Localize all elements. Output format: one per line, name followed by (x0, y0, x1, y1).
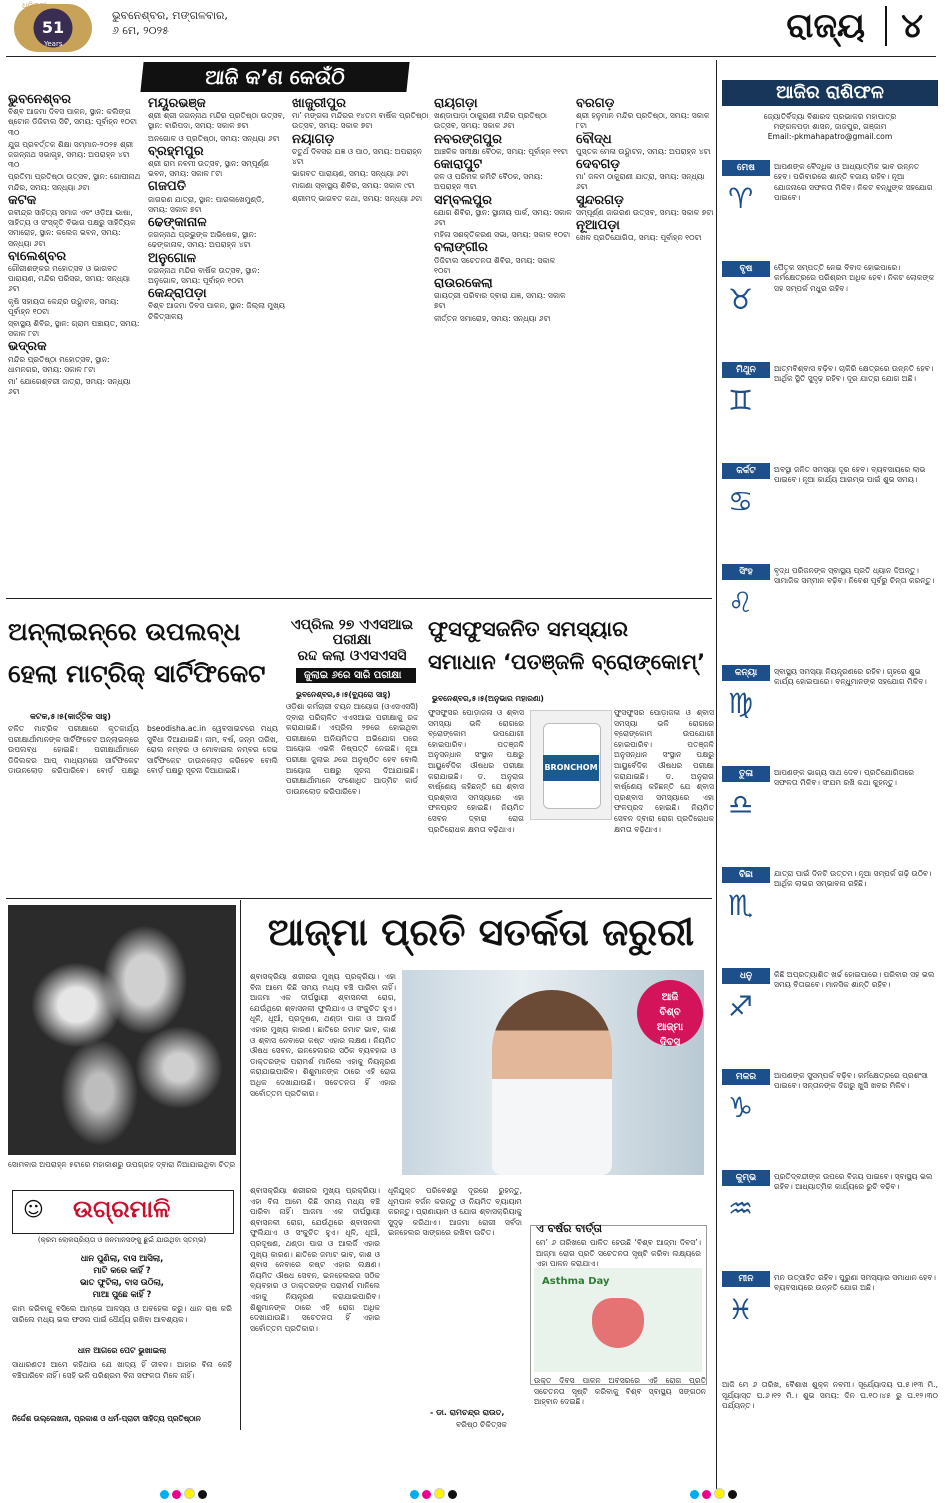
event-item: ଅନଗୋଳ ଓ ପ୍ରତିଷ୍ଠା, ସମୟ: ସନ୍ଧ୍ୟା ୬ଟା (148, 133, 280, 143)
zodiac-icon: ♈ (728, 182, 754, 215)
horoscope-title: ଆଜିର ରାଶିଫଳ (722, 80, 938, 106)
oas-dateline: ଭୁବନେଶ୍ବର,୫।୫(ବ୍ୟୁରୋ ସାହୁ) (296, 690, 391, 699)
event-item: କୃଷି ସହାୟତା କେନ୍ଦ୍ର ଉଦ୍ଘାଟନ, ସମୟ: ପୂର୍ବାହ୍ନ ୧୦ଟା (8, 296, 119, 316)
sign-label: ବୃଷ (722, 261, 770, 277)
bronchom-headline-line1: ଫୁସଫୁସଜନିତ ସମସ୍ୟାର (428, 617, 629, 641)
section-title: ରାଜ୍ୟ (786, 6, 865, 46)
horoscope-sign (722, 867, 938, 964)
sign-label: ମେଷ (722, 160, 770, 176)
event-item: ଶ୍ରୀମଦ୍ ଭାଗବତ କଥା, ସମୟ: ସନ୍ଧ୍ୟା ୬ଟା (292, 193, 423, 203)
logo-years: 51 (41, 18, 65, 37)
oas-headline (286, 618, 418, 664)
district-heading: ଭୁବନେଶ୍ବର (8, 92, 71, 107)
district-heading: ଖାଜୁରୀପୁର (292, 96, 346, 111)
horoscope-sign (722, 160, 938, 257)
event-item: ବିଶ୍ବ ଆଜମା ଦିବସ ପାଳନ, ସ୍ଥାନ: ଜିଲ୍ଲା ମୁଖ୍ୟ ଚିକିତ୍ସାଳୟ (148, 301, 285, 321)
event-item: ଶ୍ରୀ ରାମ ନବମୀ ଉତ୍ସବ, ସ୍ଥାନ: ସମ୍ପୂର୍ଣ୍ଣ ଭବନ, ସମୟ: ସକାଳ ୮ଟା (148, 159, 270, 179)
panjika: ଆଜି ମେ ୬ ତାରିଖ, ବୈଶାଖ ଶୁକ୍ଳ ନବମୀ। ସୂର୍ଯ୍ୟୋଦୟ ଘ.୫।୧୩ ମି., ସୂର୍ଯ୍ୟାସ୍ତ ଘ.୬।୧୨ ମି.। ଶୁଭ ସମୟ: ଦିନ ଘ.୧୦।୪୫ ରୁ ଘ.୧୨।୩୦ ପର୍ଯ୍ୟନ୍ତ। (722, 1380, 938, 1411)
district-heading: କୋରାପୁଟ (434, 157, 483, 173)
ugramali-subhead: ଧାନ ଆଗରେ ପେଟ ଭୁଖାଇଲା (77, 1346, 167, 1355)
bronchom-body-right: ଫୁସଫୁସର ପୋଡ଼ାଜଳା ଓ ଶ୍ବାସ ସମସ୍ୟା ଭଳି ରୋଗରେ ବ୍ରୋଙ୍କୋମ ଉପଯୋଗୀ ହୋଇପାରିବ। ପତଞ୍ଜଳି ଅନୁସନ୍ଧାନ ସଂସ୍ଥାନ ପକ୍ଷରୁ ଆୟୁର୍ବେଦିକ ଔଷଧର ପରୀକ୍ଷା କରାଯାଇଛି। ଡ. ଅନୁରାଗ ବାର୍ଷ୍ଣେୟ କହିଛନ୍ତି ଯେ ଶ୍ବାସ ପ୍ରଶ୍ବାସ ସମସ୍ୟାରେ ଏହା ଫଳପ୍ରଦ ହୋଇଛି। ନିୟମିତ ସେବନ ଦ୍ବାରା ରୋଗ ପ୍ରତିରୋଧକ କ୍ଷମତା ବଢ଼ିଥାଏ। (614, 708, 714, 834)
registration-marks (690, 1484, 740, 1503)
weather-caption: ସୋମବାର ଅପରାହ୍ନ ୫ଟାରେ ମହାକାଶରୁ ଉପଗ୍ରହ ଦ୍ବାରା ନିଆଯାଇଥିବା ଚିତ୍ର (8, 1160, 236, 1169)
asthma-author: - ଡା. ରାମଚନ୍ଦ୍ର ରାଉତ, (430, 1408, 505, 1417)
zodiac-icon: ♏ (728, 889, 754, 922)
poem-line: ଭାତ ଫୁଟିଲା, ବାସ ଉଠିଲା, (80, 1277, 164, 1287)
zodiac-icon: ♌ (728, 586, 754, 619)
ugramali-title: ଉଗ୍ରମାଳି (73, 1195, 171, 1223)
sign-label: କନ୍ୟା (722, 665, 770, 681)
bronchom-headline (428, 618, 714, 674)
oas-headline-line1: ଏପ୍ରିଲ ୨୭ ଏଏସଆଇ ପରୀକ୍ଷା (290, 617, 414, 649)
event-item: ଜାଗରଣ ଯାତ୍ରା, ସ୍ଥାନ: ପାରଳାଖେମୁଣ୍ଡି, ସମୟ: ସକାଳ ୭ଟା (148, 194, 265, 214)
zodiac-icon: ♒ (728, 1192, 754, 1225)
ugramali-body: କାମ କରିବାକୁ ବସିଲେ ଆମ୍ଭେ ଆଳସ୍ୟ ଓ ଅବହେଳା କରୁ। ଧାନ ଚାଷ କରି ସାରିଲେ ମଧ୍ୟ ଭଲ ଫସଲ ପାଇଁ ଧୈର୍ଯ୍ୟ ରଖିବା ଆବଶ୍ୟକ। (12, 1304, 232, 1324)
dateline-date: ୬ ମେ, ୨୦୨୫ (112, 24, 169, 37)
asthma-day-illustration (534, 1268, 702, 1372)
sign-label: ସିଂହ (722, 564, 770, 580)
district-heading: ନୂଆପଡ଼ା (576, 218, 620, 234)
event-item: ଖଣ୍ଡାପାଡ଼ା ଠାକୁରାଣୀ ମନ୍ଦିର ପ୍ରତିଷ୍ଠା ଉତ୍ସବ, ସମୟ: ସକାଳ ୬ଟା (434, 111, 548, 131)
horoscope-sign (722, 1170, 938, 1267)
event-item: ଡିଜିଟାଲ ସଚେତନତା ଶିବିର, ସମୟ: ସକାଳ ୧୦ଟା (434, 255, 556, 275)
sign-label: ମକର (722, 1069, 770, 1085)
sign-label: ତୁଳା (722, 766, 770, 782)
district-heading: ନବରଙ୍ଗପୁର (434, 131, 503, 147)
district-heading: ବୌଦ୍ଧ (576, 131, 612, 147)
dateline-place: ଭୁବନେଶ୍ବର, ମଙ୍ଗଳବାର, (112, 9, 228, 22)
event-item: ଚତୁର୍ଥ ଦିବସର ଯଜ୍ଞ ଓ ପାଠ, ସମୟ: ଅପରାହ୍ନ ୪ଟା (292, 146, 423, 167)
event-item: ଜଗନ୍ନାଥ ମନ୍ଦିର ବାର୍ଷିକ ଉତ୍ସବ, ସ୍ଥାନ: ଅନୁଗୋଳ, ସମୟ: ପୂର୍ବାହ୍ନ ୧୦ଟା (148, 265, 260, 286)
yellow-dot (714, 1488, 725, 1499)
sign-prediction: ଆପଣଙ୍କ ବୈଦ୍ଧିକ ଓ ଆଧ୍ୟାତ୍ମିକ ଭାବ ଉନ୍ନତ ହେବ। ପରିବାରରେ ଶାନ୍ତି ବଜାୟ ରହିବ। ନୂଆ ଯୋଜନାରେ ସଫଳତା ମିଳିବ। ନିକଟ ବନ୍ଧୁଙ୍କ ସହଯୋଗ ପାଇବେ। (774, 162, 933, 203)
bronchom-dateline: ଭୁବନେଶ୍ବର,୫।୫(ଅନୁଭାର ମହାରଣା) (432, 694, 544, 703)
dateline (112, 8, 228, 38)
world-asthma-day-badge (637, 980, 703, 1046)
badge-line: ଆଜ୍‌ମା (656, 1022, 684, 1033)
events-column-2 (148, 96, 286, 594)
ugramali-poem (12, 1252, 232, 1300)
district-heading: ସୁନ୍ଦରଗଡ଼ (576, 192, 624, 208)
event-item: ଯୁଗ ପ୍ରବର୍ତ୍ତକ ଶିକ୍ଷା ସମ୍ମାନ-୨୦୨୫ ଶ୍ରୀ ଜଗନ୍ନାଥ ସଭାଗୃହ, ସମୟ: ଅପରାହ୍ନ ୪ଟା ୩୦ (8, 139, 134, 170)
district-heading: ବରଗଡ଼ (576, 96, 615, 111)
events-column-5 (576, 96, 714, 594)
asthma-body-col3: ଧୂଳିଯୁକ୍ତ ପରିବେଶରୁ ଦୂରରେ ରୁହନ୍ତୁ, ଧୂମପାନ ବର୍ଜନ କରନ୍ତୁ ଓ ନିୟମିତ ବ୍ୟାୟାମ କରନ୍ତୁ। ପ୍ରାଣାୟାମ ଓ ଯୋଗ ଶ୍ବାସକ୍ରିୟାକୁ ସୁଦୃଢ଼ କରିଥାଏ। ଆଜମା ରୋଗୀ ସର୍ବଦା ଇନହେଲର ସାଙ୍ଗରେ ରଖିବା ଉଚିତ। (388, 1186, 522, 1238)
page-number: ୪ (885, 6, 923, 46)
district-heading: ରାଉରକେଲା (434, 276, 493, 292)
ugramali-footer: ନିର୍ଦ୍ଦେଶ ଉଲ୍ଲେଖନୀ, ପ୍ରକାଶ ଓ ଧର୍ମ-ପ୍ରାଚୀ ସାହିତ୍ୟ ପ୍ରତିଷ୍ଠାନ (12, 1414, 201, 1423)
sign-label: ଧନୁ (722, 968, 770, 984)
oas-body: ଓଡ଼ିଶା କର୍ମଚାରୀ ଚୟନ ଆୟୋଗ (ଓଏସଏସସି) ଦ୍ବାରା ପରିଚାଳିତ ଏଏସଆଇ ପରୀକ୍ଷାକୁ ରଦ୍ଦ କରାଯାଇଛି। ଏପ୍ରିଲ ୨୭ରେ ହୋଇଥିବା ପରୀକ୍ଷାରେ ଅନିୟମିତତା ଅଭିଯୋଗ ପରେ ଆୟୋଗ ଏଭଳି ନିଷ୍ପତ୍ତି ନେଇଛି। ନୂଆ ପରୀକ୍ଷା ଜୁଲାଇ ୬ରେ ଅନୁଷ୍ଠିତ ହେବ ବୋଲି ଆୟୋଗ ପକ୍ଷରୁ ସୂଚନା ଦିଆଯାଇଛି। ପରୀକ୍ଷାର୍ଥୀମାନେ ସଂଶୋଧିତ ଆଡ୍‌ମିଟ କାର୍ଡ ଡାଉନଲୋଡ଼ କରିପାରିବେ। (286, 702, 418, 796)
event-item: ଭାଗବତ ପାରାୟଣ, ସମୟ: ସନ୍ଧ୍ୟା ୬ଟା (292, 169, 409, 179)
zodiac-icon: ♉ (728, 283, 754, 316)
events-bottom-rule (6, 598, 712, 599)
astrologer-email: Email:-pkmahapatro@gmail.com (767, 132, 893, 141)
district-heading: ବ୍ରହ୍ମପୁର (148, 143, 204, 159)
district-heading: କଟକ (8, 192, 37, 208)
badge-line: ଦିବସ (659, 1037, 681, 1048)
event-item: ପ୍ରତିମା ପ୍ରତିଷ୍ଠା ଉତ୍ସବ, ସ୍ଥାନ: ଗୋପୀନାଥ ମନ୍ଦିର, ସମୟ: ସନ୍ଧ୍ୟା ୬ଟା (8, 172, 141, 192)
horoscope-sign (722, 968, 938, 1065)
zodiac-icon: ♎ (728, 788, 754, 821)
matric-body: ଚଳିତ ମାଟ୍ରିକ ପରୀକ୍ଷାରେ କୃତକାର୍ଯ୍ୟ ପରୀକ୍ଷାର୍ଥୀମାନଙ୍କ ସାର୍ଟିଫିକେଟ ଅନ୍‌ଲାଇନ୍‌ରେ ଉପଲବ୍ଧ ହୋଇଛି। ପରୀକ୍ଷାର୍ଥୀମାନେ ଡିଜିଲକର ଆପ୍ ମାଧ୍ୟମରେ ସାର୍ଟିଫିକେଟ ଡାଉନଲୋଡ଼ କରିପାରିବେ। ବୋର୍ଡ଼ ପକ୍ଷରୁ bseodisha.ac.in ୱେବସାଇଟରେ ମଧ୍ୟ ସୁବିଧା ଦିଆଯାଇଛି। ନାମ, ବର୍ଷ, ଜନ୍ମ ତାରିଖ, ରୋଲ ନମ୍ବର ଓ ମୋବାଇଲ ନମ୍ବର ଦେଇ ସାର୍ଟିଫିକେଟ ଡାଉନଲୋଡ଼ କରିହେବ ବୋଲି ବୋର୍ଡ଼ ପକ୍ଷରୁ ସୂଚନା ଦିଆଯାଇଛି। (8, 724, 278, 776)
sign-label: ମୀନ (722, 1271, 770, 1287)
district-heading: ଢେଙ୍କାନାଳ (148, 215, 207, 231)
poem-line: ଧାନ ପୁଣିଲା, ବାସ ଆସିଲା, (80, 1253, 164, 1263)
asthma-day-label: Asthma Day (542, 1276, 610, 1287)
zodiac-icon: ♐ (728, 990, 754, 1023)
event-item: ରବୀନ୍ଦ୍ର ସାହିତ୍ୟ ସମାଜ ଏବଂ ଓଡ଼ିଆ ଭାଷା, ସାହିତ୍ୟ ଓ ସଂସ୍କୃତି ବିଭାଗ ପକ୍ଷରୁ ସାହିତ୍ୟିକ ସମାରୋହ, ସ୍ଥାନ: କଲେଜ ଭବନ, ସମୟ: ସନ୍ଧ୍ୟା ୬ଟା (8, 208, 136, 248)
horoscope-meta (722, 112, 938, 142)
today-events-banner: ଆଜି କ’ଣ କେଉଁଠି (140, 62, 409, 92)
events-column-4 (434, 96, 572, 594)
stories-bottom-rule (6, 898, 712, 899)
satellite-weather-image (8, 905, 236, 1155)
column-divider-2 (240, 900, 241, 1430)
district-heading: ରାୟଗଡ଼ା (434, 96, 478, 111)
sign-prediction: ପ୍ରତିଦ୍ବନ୍ଦୀଙ୍କ ଉପରେ ବିଜୟ ପାଇବେ। ସ୍ବାସ୍ଥ୍ୟ ଭଲ ରହିବ। ଆଧ୍ୟାତ୍ମିକ କାର୍ଯ୍ୟରେ ରୁଚି ବଢ଼ିବ। (774, 1172, 933, 1192)
bronchom-product-image (530, 710, 612, 820)
sign-label: କର୍କଟ (722, 463, 770, 479)
event-item: ଶ୍ରୀ ହନୁମାନ ମନ୍ଦିର ପ୍ରତିଷ୍ଠା, ସମୟ: ସକାଳ ୮ଟା (576, 111, 710, 131)
horoscope-sign (722, 665, 938, 762)
registration-marks (160, 1484, 210, 1503)
event-item: ସ୍ବାସ୍ଥ୍ୟ ଶିବିର, ସ୍ଥାନ: ଗ୍ରାମ ପଞ୍ଚାୟତ, ସମୟ: ସକାଳ ୮ଟା (8, 319, 140, 339)
horoscope-sign (722, 261, 938, 358)
man-figure (492, 990, 612, 1175)
zodiac-icon: ♓ (728, 1293, 754, 1326)
event-item: ଜଗନ୍ନାଥ ପ୍ରଭୁଙ୍କ ଅଭିଷେକ, ସ୍ଥାନ: ଢେଙ୍କାନାଳ, ସମୟ: ଅପରାହ୍ନ ୪ଟା (148, 230, 257, 250)
oas-headline-line2: ରଦ୍ଦ କଲା ଓଏସଏସସି (297, 647, 407, 664)
poem-line: ମାଟି କରେ କାହିଁ ? (93, 1265, 151, 1275)
asthma-headline: ଆଜ୍‌ମା ପ୍ରତି ସତର୍କତା ଜରୁରୀ (267, 910, 695, 954)
horoscope-sign (722, 1271, 938, 1368)
product-label: BRONCHOM (543, 755, 599, 781)
ugramali-header (12, 1190, 234, 1234)
matric-dateline: କଟକ,୫।୫(କାର୍ତ୍ତିକ ସାହୁ) (30, 712, 111, 721)
event-item: ମା’ ଜଳମ ଠାକୁରାଣୀ ଯାତ୍ରା, ସମୟ: ସନ୍ଧ୍ୟା ୬ଟା (576, 172, 705, 192)
district-heading: ବଲାଙ୍ଗୀର (434, 240, 488, 256)
zodiac-icon: ♑ (728, 1091, 754, 1124)
horoscope-sign (722, 564, 938, 661)
ugramali-body2: ସାଧାରଣତଃ ଆମେ କହିଥାଉ ଯେ ଖାଦ୍ୟ ହିଁ ଜୀବନ। ଆହାର ବିନା କେହି ବଞ୍ଚିପାରିବେ ନାହିଁ। ସେହି ଭଳି ପରିଶ୍ରମ ବିନା ସଫଳତା ମିଳେ ନାହିଁ। (12, 1360, 232, 1380)
district-heading: ଦେବଗଡ଼ (576, 157, 620, 173)
logo-sub: Years (44, 40, 63, 48)
asthma-author-designation: ବରିଷ୍ଠ ଚିକିତ୍ସକ (456, 1420, 508, 1429)
district-heading: ଗଜପତି (148, 179, 186, 195)
sign-prediction: ଆପଣଙ୍କ ସୁସମ୍ପର୍କ ବଢ଼ିବ। କର୍ମକ୍ଷେତ୍ରରେ ପ୍ରଶଂସା ପାଇବେ। ସନ୍ତାନଙ୍କ ଦିଗରୁ ଖୁସି ଖବର ମିଳିବ। (774, 1071, 928, 1091)
horoscope-sign (722, 1069, 938, 1166)
district-heading: ନୟାଗଡ଼ (292, 131, 335, 147)
sign-prediction: କିଛି ଅପ୍ରତ୍ୟାଶିତ ଖର୍ଚ୍ଚ ହୋଇପାରେ। ପରିବାର ସହ ଭଲ ସମୟ ବିତାଇବେ। ମାନସିକ ଶାନ୍ତି ରହିବ। (774, 970, 935, 990)
sign-prediction: ମନ ଉତ୍ସାହିତ ରହିବ। ପୁରୁଣା ସମସ୍ୟାର ସମାଧାନ ହେବ। ବ୍ୟବସାୟରେ ଉନ୍ନତି ଯୋଗ ଅଛି। (774, 1273, 936, 1293)
event-item: ମା’ ମଙ୍ଗଳା ମନ୍ଦିରର ୧୪ତମ ବାର୍ଷିକ ପ୍ରତିଷ୍ଠା ଉତ୍ସବ, ସମୟ: ସକାଳ ୭ଟା (292, 111, 429, 131)
asthma-body-col2: ଶ୍ବାସକ୍ରିୟା ଶରୀରର ମୁଖ୍ୟ ପ୍ରକ୍ରିୟା। ଏହା ବିନା ଆମେ କିଛି ସମୟ ମଧ୍ୟ ବଞ୍ଚି ପାରିବା ନାହିଁ। ଆଜମା ଏକ ଦୀର୍ଘସ୍ଥାୟୀ ଶ୍ବାସନଳୀ ରୋଗ, ଯେଉଁଥିରେ ଶ୍ବାସନଳୀ ଫୁଲିଯାଏ ଓ ସଂକୁଚିତ ହୁଏ। ଧୂଳି, ଧୂଆଁ, ପ୍ରଦୂଷଣ, ଥଣ୍ଡା ପାଗ ଓ ଆଲର୍ଜି ଏହାର ମୁଖ୍ୟ କାରଣ। ଛାତିରେ ଜମାଟ ଭାବ, କାଶ ଓ ଶ୍ବାସ ନେବାରେ କଷ୍ଟ ଏହାର ଲକ୍ଷଣ। ନିୟମିତ ଔଷଧ ସେବନ, ଇନହେଲରର ସଠିକ ବ୍ୟବହାର ଓ ଡାକ୍ତରଙ୍କ ପରାମର୍ଶ ମାନିଲେ ଏହାକୁ ନିୟନ୍ତ୍ରଣ କରାଯାଇପାରିବ। ଶିଶୁମାନଙ୍କ ଠାରେ ଏହି ରୋଗ ଅଧିକ ଦେଖାଯାଉଛି। ସଚେତନତା ହିଁ ଏହାର ସର୍ବୋତ୍ତମ ପ୍ରତିକାର। (250, 1186, 380, 1333)
event-item: ସମ୍ପୂର୍ଣ୍ଣ ଜାଗରଣ ଉତ୍ସବ, ସମୟ: ସକାଳ ୭ଟା (576, 207, 714, 217)
event-item: ମା’ ଯୋଗେଶ୍ବରୀ ଜାତ୍ରା, ସମୟ: ସନ୍ଧ୍ୟା ୬ଟା (8, 377, 131, 397)
badge-line: ଆଜି (661, 992, 679, 1003)
event-item: ଖେଳ ପ୍ରତିଯୋଗିତା, ସମୟ: ପୂର୍ବାହ୍ନ ୧୦ଟା (576, 233, 702, 243)
matric-headline-line2: ହେଲା ମାଟ୍ରିକ୍ ସାର୍ଟିଫିକେଟ (8, 658, 266, 688)
asthma-box-title: ଏ ବର୍ଷର ବାର୍ତ୍ତା (536, 1222, 602, 1235)
event-item: ଗୌରୀଶଙ୍କର ମହୋତ୍ସବ ଓ ଭାଗବତ ପାରାୟଣ, ମନ୍ଦିର ପରିସର, ସମୟ: ସନ୍ଧ୍ୟା ୬ଟା (8, 264, 131, 294)
event-item: ଯୋଗ ଶିବିର, ସ୍ଥାନ: ସ୍ଥାନୀୟ ପାର୍କ, ସମୟ: ସକାଳ ୬ଟା (434, 207, 572, 228)
bronchom-body-left: ଫୁସଫୁସର ପୋଡ଼ାଜଳା ଓ ଶ୍ବାସ ସମସ୍ୟା ଭଳି ରୋଗରେ ବ୍ରୋଙ୍କୋମ ଉପଯୋଗୀ ହୋଇପାରିବ। ପତଞ୍ଜଳି ଅନୁସନ୍ଧାନ ସଂସ୍ଥାନ ପକ୍ଷରୁ ଆୟୁର୍ବେଦିକ ଔଷଧର ପରୀକ୍ଷା କରାଯାଇଛି। ଡ. ଅନୁରାଗ ବାର୍ଷ୍ଣେୟ କହିଛନ୍ତି ଯେ ଶ୍ବାସ ପ୍ରଶ୍ବାସ ସମସ୍ୟାରେ ଏହା ଫଳପ୍ରଦ ହୋଇଛି। ନିୟମିତ ସେବନ ଦ୍ବାରା ରୋଗ ପ୍ରତିରୋଧକ କ୍ଷମତା ବଢ଼ିଥାଏ। (428, 708, 524, 834)
event-item: ପୁସ୍ତକ ମେଳା ଉଦ୍ଘାଟନ, ସମୟ: ଅପରାହ୍ନ ୪ଟା (576, 146, 711, 156)
lungs-icon (592, 1298, 644, 1348)
sign-prediction: ଆପଣଙ୍କ ଭାଗ୍ୟ ସାଥ ଦେବ। ପ୍ରତିଯୋଗିତାରେ ସଫଳତା ମିଳିବ। ସଂଯମ ରଖି କଥା କୁହନ୍ତୁ। (774, 768, 915, 788)
astrologer-address: ମଙ୍ଗଳପଡ଼ା ଶାସନ, ଜାଜପୁର, ଗଞ୍ଜାମ (773, 122, 887, 131)
bronchom-headline-line2: ସମାଧାନ ‘ପତଞ୍ଜଳି ବ୍ରୋଙ୍କୋମ୍’ (428, 650, 706, 675)
yellow-dot (434, 1488, 445, 1499)
sign-prediction: ସ୍ବାସ୍ଥ୍ୟ ସମସ୍ୟା ନିୟନ୍ତ୍ରଣରେ ରହିବ। ଗୃହରେ ଶୁଭ କାର୍ଯ୍ୟ ହୋଇପାରେ। ବନ୍ଧୁମାନଙ୍କ ସହଯୋଗ ମିଳିବ। (774, 667, 927, 687)
district-heading: କେନ୍ଦ୍ରାପଡ଼ା (148, 286, 207, 302)
cartoon-face-icon: ☺ (23, 1197, 44, 1221)
event-item: ମାଗଣା ସ୍ବାସ୍ଥ୍ୟ ଶିବିର, ସମୟ: ସକାଳ ୯ଟା (292, 181, 415, 191)
zodiac-icon: ♋ (728, 485, 754, 518)
event-item: ଶ୍ରୀ ଶ୍ରୀ ଜଗନ୍ନାଥ ମନ୍ଦିର ପ୍ରତିଷ୍ଠା ଉତ୍ସବ, ସ୍ଥାନ: ବାରିପଦା, ସମୟ: ସକାଳ ୭ଟା (148, 111, 285, 131)
horoscope-sign (722, 362, 938, 459)
matric-headline-line1: ଅନ୍‌ଲାଇନ୍‌ରେ ଉପଲବ୍ଧ (8, 617, 241, 646)
events-column-3 (292, 96, 430, 594)
zodiac-icon: ♍ (728, 687, 754, 720)
event-item: କୀର୍ତ୍ତନ ସମାରୋହ, ସମୟ: ସନ୍ଧ୍ୟା ୬ଟା (434, 313, 551, 323)
sign-prediction: ଆତ୍ମବିଶ୍ବାସ ବଢ଼ିବ। ଚାକିରି କ୍ଷେତ୍ରରେ ଉନ୍ନତି ହେବ। ଆର୍ଥିକ ସ୍ଥିତି ସୁଦୃଢ଼ ରହିବ। ଦୂର ଯାତ୍ରା ଯୋଗ ଅଛି। (774, 364, 934, 384)
ugramali-subtitle: (କ୍ରମ ଲୋକପ୍ରିୟତା ଓ ଜନମାନସଙ୍କୁ ଛୁଇଁ ଯାଉଥିବା ସ୍ତମ୍ଭ) (37, 1236, 207, 1244)
horoscope-sign (722, 766, 938, 863)
district-heading: ମୟୂରଭଞ୍ଜ (148, 96, 206, 111)
asthma-body-col1: ଶ୍ବାସକ୍ରିୟା ଶରୀରର ମୁଖ୍ୟ ପ୍ରକ୍ରିୟା। ଏହା ବିନା ଆମେ କିଛି ସମୟ ମଧ୍ୟ ବଞ୍ଚି ପାରିବା ନାହିଁ। ଆଜମା ଏକ ଦୀର୍ଘସ୍ଥାୟୀ ଶ୍ବାସନଳୀ ରୋଗ, ଯେଉଁଥିରେ ଶ୍ବାସନଳୀ ଫୁଲିଯାଏ ଓ ସଂକୁଚିତ ହୁଏ। ଧୂଳି, ଧୂଆଁ, ପ୍ରଦୂଷଣ, ଥଣ୍ଡା ପାଗ ଓ ଆଲର୍ଜି ଏହାର ମୁଖ୍ୟ କାରଣ। ଛାତିରେ ଜମାଟ ଭାବ, କାଶ ଓ ଶ୍ବାସ ନେବାରେ କଷ୍ଟ ଏହାର ଲକ୍ଷଣ। ନିୟମିତ ଔଷଧ ସେବନ, ଇନହେଲରର ସଠିକ ବ୍ୟବହାର ଓ ଡାକ୍ତରଙ୍କ ପରାମର୍ଶ ମାନିଲେ ଏହାକୁ ନିୟନ୍ତ୍ରଣ କରାଯାଇପାରିବ। ଶିଶୁମାନଙ୍କ ଠାରେ ଏହି ରୋଗ ଅଧିକ ଦେଖାଯାଉଛି। ସଚେତନତା ହିଁ ଏହାର ସର୍ବୋତ୍ତମ ପ୍ରତିକାର। (250, 972, 396, 1098)
sign-label: ମିଥୁନ (722, 362, 770, 378)
astrologer-name: ଜ୍ୟୋତିର୍ବିଦ୍ୟା ବିଶାରଦ ପ୍ରଭାକର ମହାପାତ୍ର (763, 112, 897, 121)
event-item: ଗାୟତ୍ରୀ ପରିବାର ଦ୍ବାରା ଯଜ୍ଞ, ସମୟ: ସକାଳ ୭ଟା (434, 291, 566, 311)
registration-marks (410, 1484, 460, 1503)
yellow-dot (184, 1488, 195, 1499)
badge-line: ବିଶ୍ବ (659, 1007, 681, 1018)
event-item: ମହିଳା ସଶକ୍ତିକରଣ ସଭା, ସମୟ: ସକାଳ ୧୦ଟା (434, 230, 571, 240)
logo-text: ଧରିତ୍ରୀ (22, 1, 47, 10)
sign-prediction: ଅବସ୍ଥା ଜନିତ ସମସ୍ୟା ଦୂର ହେବ। ବ୍ୟବସାୟରେ ଲାଭ ପାଇବେ। ନୂଆ କାର୍ଯ୍ୟ ଆରମ୍ଭ ପାଇଁ ଶୁଭ ସମୟ। (774, 465, 926, 485)
events-column-1 (8, 92, 142, 594)
district-heading: ଅନୁଗୋଳ (148, 250, 197, 266)
poem-line: ମାଆ ପୁଛେ କାହିଁ ? (92, 1289, 152, 1299)
horoscope-sign (722, 463, 938, 560)
asthma-box-caption: ଉକ୍ତ ଦିବସ ପାଳନ ଅବସରରେ ଏହି ରୋଗ ପ୍ରତି ସଚେତନତା ସୃଷ୍ଟି କରିବାକୁ ବିଶ୍ବ ସ୍ବାସ୍ଥ୍ୟ ସଙ୍ଗଠନ ଆହ୍ବାନ ଦେଇଛି। (534, 1376, 706, 1407)
column-divider (716, 60, 717, 1490)
header-rule (6, 56, 936, 57)
sign-label: କୁମ୍ଭ (722, 1170, 770, 1186)
zodiac-icon: ♊ (728, 384, 754, 417)
event-item: ବିଶ୍ବ ଆଜମା ଦିବସ ପାଳନ, ସ୍ଥାନ: କଲିଙ୍ଗ ଷ୍ଟୋନ ଡିଜିଟାଲ ସିଟି, ସମୟ: ପୂର୍ବାହ୍ନ ୧୦ଟା ୩୦ (8, 107, 137, 137)
sign-prediction: ପୈତୃକ ସମ୍ପତ୍ତି ନେଇ ବିବାଦ ହୋଇପାରେ। କର୍ମକ୍ଷେତ୍ରରେ ପରିଶ୍ରମ ଅଧିକ ହେବ। ନିକଟ ଲୋକଙ୍କ ସହ ସମ୍ପର୍କ ମଧୁର ରହିବ। (774, 263, 935, 293)
sign-prediction: ବୃଦ୍ଧ ପରିଜନଙ୍କ ସ୍ବାସ୍ଥ୍ୟ ପ୍ରତି ଧ୍ୟାନ ଦିଅନ୍ତୁ। ସାମାଜିକ ସମ୍ମାନ ବଢ଼ିବ। ନିବେଶ ପୂର୍ବରୁ ଚିନ୍ତା କରନ୍ତୁ। (774, 566, 935, 586)
event-item: ଜଳ ଓ ପରିମଳ କମିଟି ବୈଠକ, ସମୟ: ଅପରାହ୍ନ ୩ଟା (434, 172, 543, 192)
district-heading: ସମ୍ବଲପୁର (434, 192, 492, 208)
sign-label: ବିଛା (722, 867, 770, 883)
event-item: ମନ୍ଦିର ପ୍ରତିଷ୍ଠା ମହୋତ୍ସବ, ସ୍ଥାନ: ଧାମନଗର, ସମୟ: ସକାଳ ୮ଟା (8, 354, 110, 374)
matric-headline (8, 618, 278, 687)
district-heading: ବାଲେଶ୍ବର (8, 248, 67, 264)
oas-tag: ଜୁଲାଇ ୬ରେ ସାରି ପରୀକ୍ଷା (296, 668, 416, 683)
sign-prediction: ଯାତ୍ରା ପାଇଁ ଦିନଟି ଉତ୍ତମ। ନୂଆ ସମ୍ପର୍କ ଗଢ଼ି ଉଠିବ। ଆର୍ଥିକ ଲାଭର ସମ୍ଭାବନା ରହିଛି। (774, 869, 932, 889)
asthma-box-text: ମେ’ ୬ ତାରିଖରେ ପାଳିତ ହେଉଛି ‘ବିଶ୍ବ ଆଜ୍‌ମା ଦିବସ’। ଆଜ୍‌ମା ରୋଗ ପ୍ରତି ସଚେତନତା ସୃଷ୍ଟି କରିବା ଲକ୍ଷ୍ୟରେ ଏହା ପାଳନ କରାଯାଏ। (536, 1238, 701, 1268)
district-heading: ଭଦ୍ରକ (8, 339, 47, 355)
event-item: ଆଞ୍ଚଳିକ ସମୀକ୍ଷା ବୈଠକ, ସମୟ: ପୂର୍ବାହ୍ନ ୧୧ଟା (434, 146, 568, 156)
asthma-inhaler-photo (402, 970, 704, 1175)
